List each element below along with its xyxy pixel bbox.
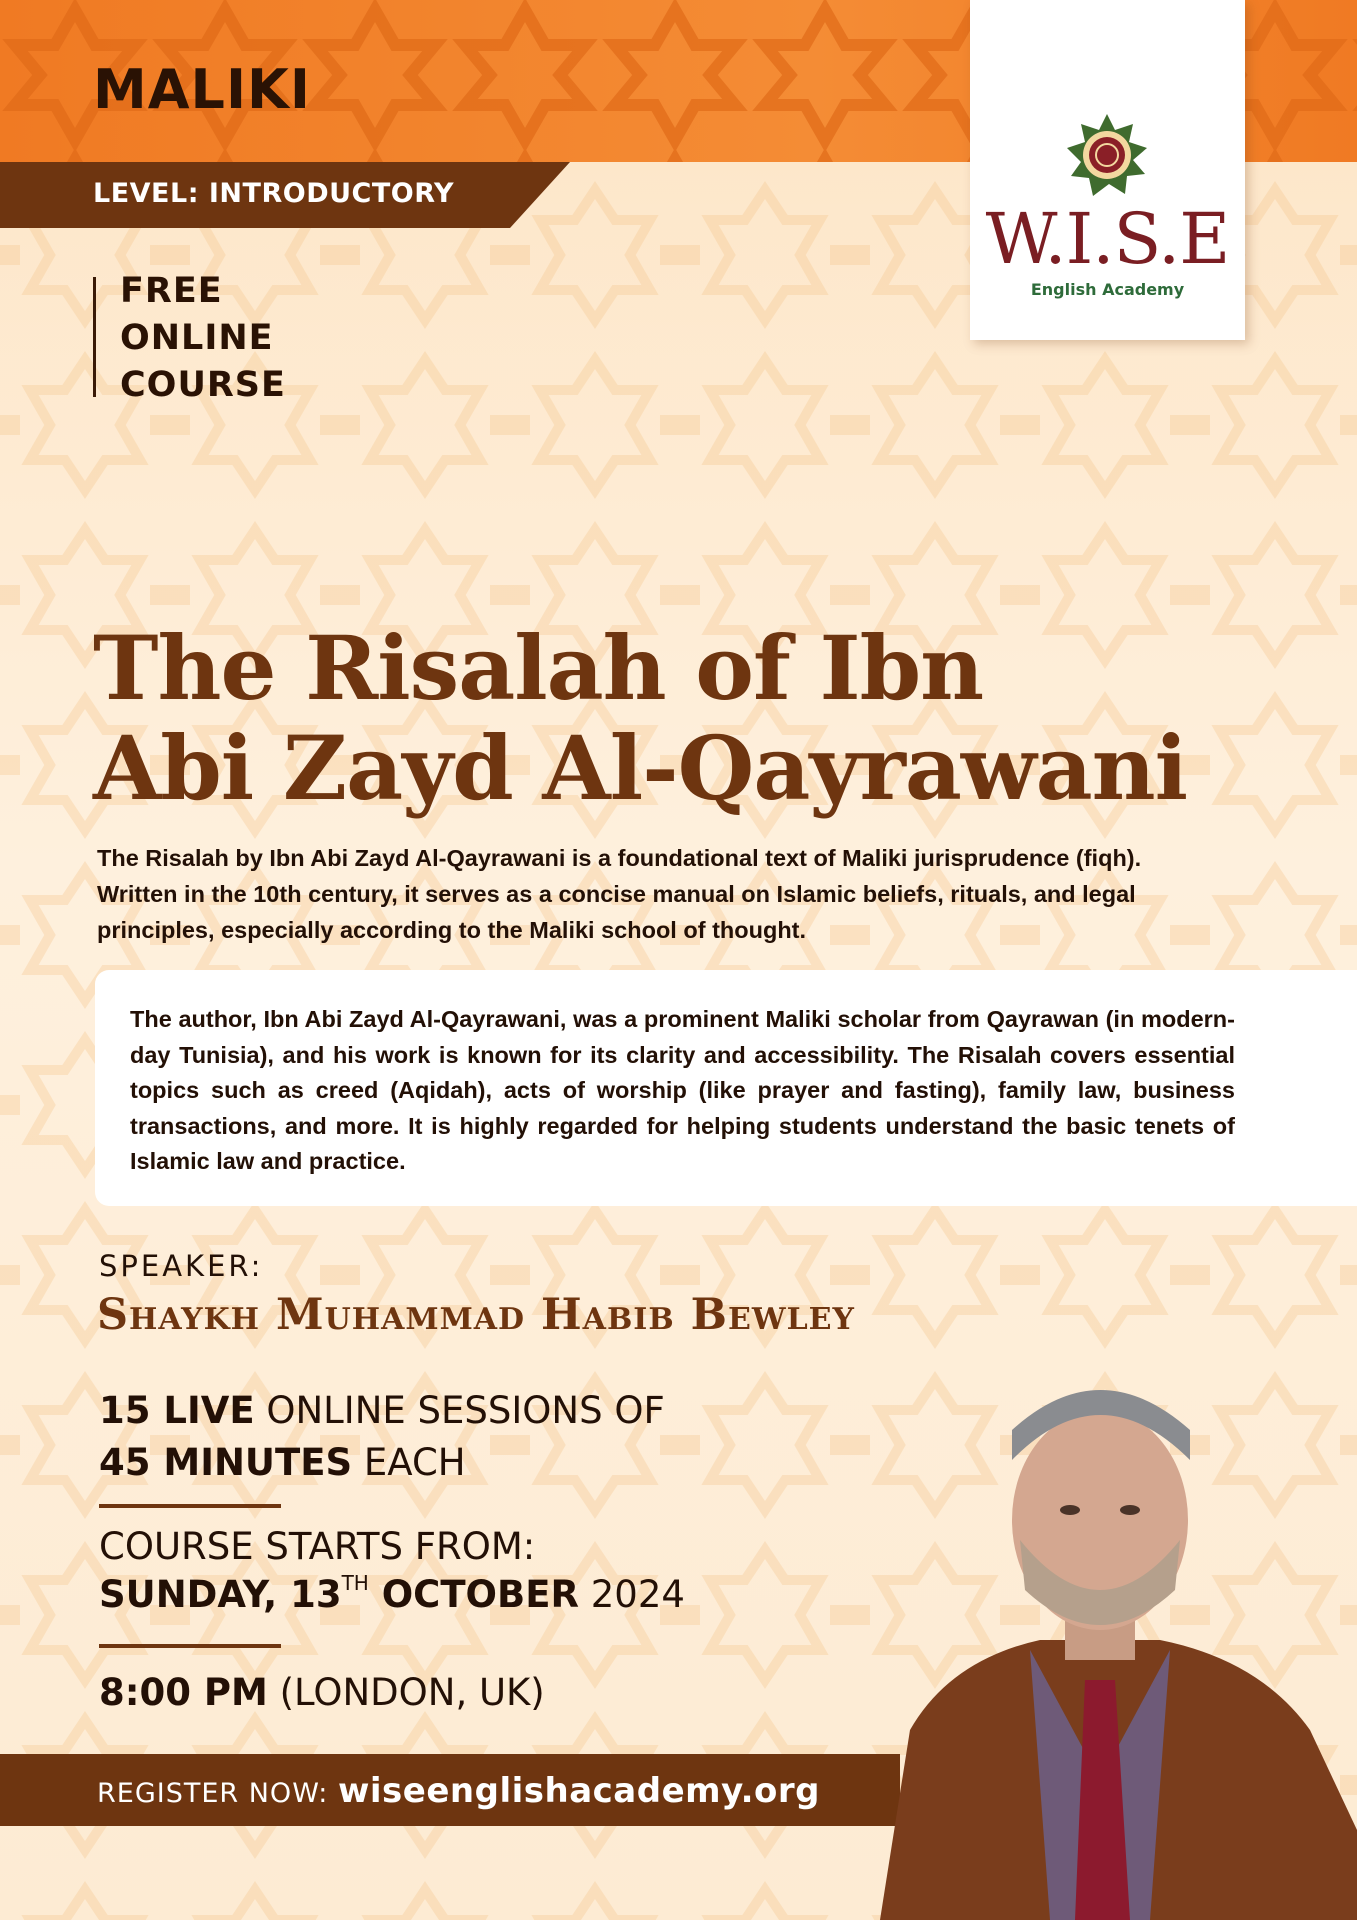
title-line-1: The Risalah of Ibn <box>93 616 984 720</box>
speaker-photo <box>840 1310 1357 1920</box>
start-year: 2024 <box>578 1573 685 1616</box>
title-line-2: Abi Zayd Al-Qayrawani <box>93 716 1188 820</box>
offer-line-online: ONLINE <box>120 318 274 358</box>
course-intro: The Risalah by Ibn Abi Zayd Al-Qayrawani is a foundational text of Maliki jurisprudence (fiqh). Written in the 10th century, it serves as a concise manual on Islamic beliefs, rituals, and legal principles, especially according to the Maliki school of thought. <box>97 845 1142 943</box>
course-description: The author, Ibn Abi Zayd Al-Qayrawani, was a prominent Maliki scholar from Qayrawan (in modern-day Tunisia), and his work is known for its clarity and accessibility. The Risalah covers essential topics such as creed (Aqidah), acts of worship (like prayer and fasting), family law, business transactions, and more. It is highly regarded for helping students understand the basic tenets of Islamic law and practice. <box>130 1006 1235 1174</box>
sessions-count-rest: ONLINE SESSIONS OF <box>254 1389 665 1432</box>
speaker-label: SPEAKER: <box>99 1249 264 1283</box>
offer-text <box>120 268 286 409</box>
register-label: REGISTER NOW: <box>97 1778 338 1809</box>
level-label: LEVEL: INTRODUCTORY <box>93 178 455 209</box>
logo-wordmark: W.I.S.E <box>985 198 1230 280</box>
start-day: SUNDAY, 13 <box>99 1573 342 1616</box>
logo-card <box>970 0 1245 340</box>
divider-2 <box>99 1644 281 1648</box>
start-day-suffix: TH <box>341 1571 369 1595</box>
speaker-name: Shaykh Muhammad Habib Bewley <box>97 1290 855 1340</box>
start-time <box>99 1671 545 1714</box>
sessions-count: 15 LIVE <box>99 1389 255 1432</box>
start-month: OCTOBER <box>368 1573 579 1616</box>
course-title <box>93 618 1293 818</box>
sessions-duration-rest: EACH <box>352 1441 466 1484</box>
register-cta <box>97 1771 820 1811</box>
time-zone: (LONDON, UK) <box>267 1671 545 1714</box>
sessions-duration: 45 MINUTES <box>99 1441 353 1484</box>
offer-divider <box>93 277 96 397</box>
start-date <box>99 1573 685 1616</box>
star-emblem-icon <box>1057 112 1157 198</box>
offer-line-free: FREE <box>120 271 223 311</box>
sessions-info <box>99 1385 665 1489</box>
time-value: 8:00 PM <box>99 1671 268 1714</box>
logo-subtitle: English Academy <box>1030 280 1185 299</box>
offer-line-course: COURSE <box>120 365 286 405</box>
school-label: MALIKI <box>93 58 311 121</box>
register-link[interactable]: wiseenglishacademy.org <box>337 1771 820 1811</box>
divider-1 <box>99 1504 281 1508</box>
start-label: COURSE STARTS FROM: <box>99 1525 536 1568</box>
